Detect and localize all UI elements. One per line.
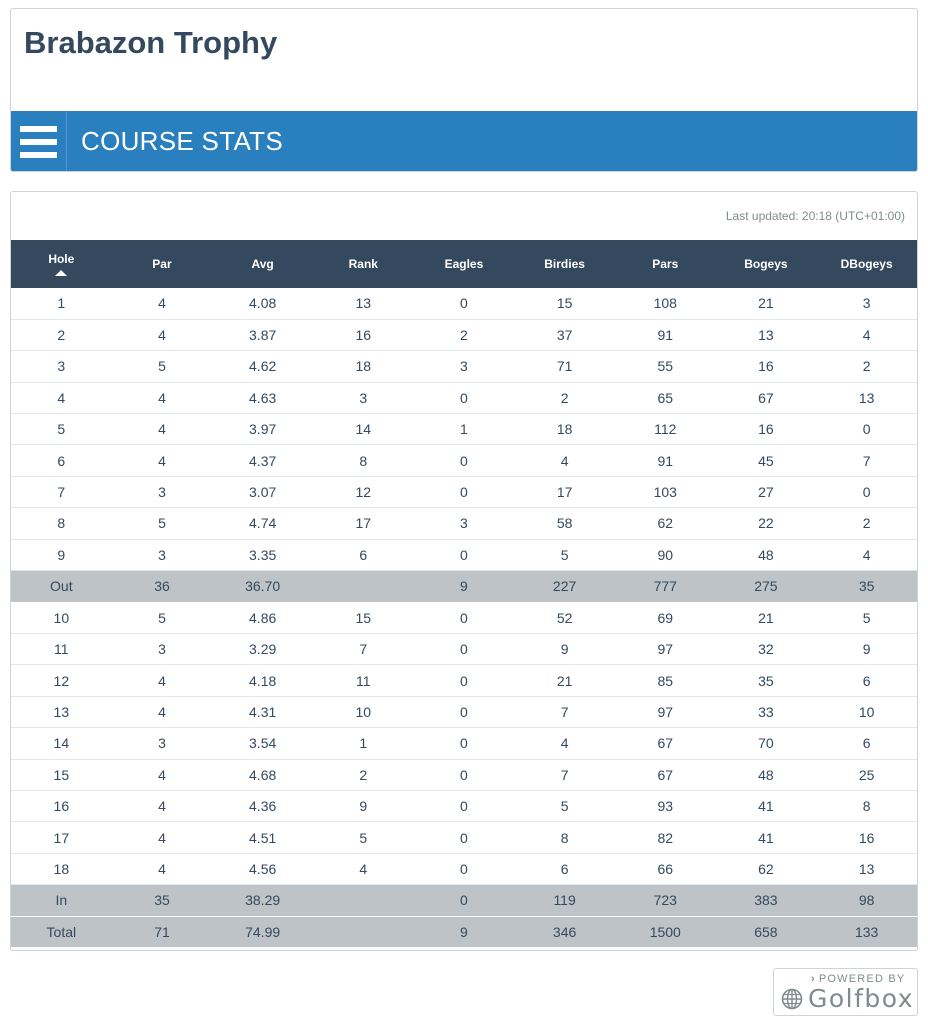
cell-pars: 93: [615, 790, 716, 821]
cell-hole: 14: [11, 728, 112, 759]
cell-pars: 723: [615, 885, 716, 917]
cell-bogeys: 33: [716, 696, 817, 727]
summary-row: [11, 885, 917, 917]
cell-rank: 12: [313, 476, 414, 507]
column-header-rank[interactable]: [313, 240, 414, 288]
column-header-label: Birdies: [544, 257, 585, 271]
cell-eagles: 0: [414, 696, 515, 727]
table-row: [11, 319, 917, 350]
cell-rank: 18: [313, 351, 414, 382]
column-header-birdies[interactable]: [514, 240, 615, 288]
cell-dbogeys: 9: [816, 634, 917, 665]
cell-eagles: 0: [414, 853, 515, 884]
cell-par: 5: [112, 351, 213, 382]
cell-birdies: 37: [514, 319, 615, 350]
cell-dbogeys: 0: [816, 414, 917, 445]
cell-avg: 3.54: [212, 728, 313, 759]
cell-dbogeys: 13: [816, 853, 917, 884]
cell-par: 3: [112, 539, 213, 570]
cell-par: 4: [112, 822, 213, 853]
cell-birdies: 52: [514, 602, 615, 633]
cell-avg: 3.29: [212, 634, 313, 665]
cell-par: 3: [112, 476, 213, 507]
cell-hole: In: [11, 885, 112, 917]
column-header-eagles[interactable]: [414, 240, 515, 288]
cell-bogeys: 275: [716, 571, 817, 603]
table-row: [11, 759, 917, 790]
cell-avg: 4.18: [212, 665, 313, 696]
cell-eagles: 0: [414, 382, 515, 413]
cell-eagles: 0: [414, 445, 515, 476]
summary-row: [11, 916, 917, 948]
cell-birdies: 227: [514, 571, 615, 603]
cell-avg: 4.56: [212, 853, 313, 884]
table-row: [11, 822, 917, 853]
cell-dbogeys: 2: [816, 351, 917, 382]
cell-eagles: 0: [414, 822, 515, 853]
cell-eagles: 0: [414, 288, 515, 319]
cell-pars: 112: [615, 414, 716, 445]
cell-dbogeys: 5: [816, 602, 917, 633]
cell-bogeys: 41: [716, 822, 817, 853]
cell-pars: 97: [615, 696, 716, 727]
cell-rank: 2: [313, 759, 414, 790]
table-header-row: [11, 240, 917, 288]
cell-pars: 1500: [615, 916, 716, 948]
cell-birdies: 6: [514, 853, 615, 884]
column-header-bogeys[interactable]: [716, 240, 817, 288]
cell-birdies: 5: [514, 790, 615, 821]
cell-avg: 3.07: [212, 476, 313, 507]
cell-par: 36: [112, 571, 213, 603]
column-header-label: Avg: [251, 257, 274, 271]
cell-par: 4: [112, 319, 213, 350]
cell-hole: 9: [11, 539, 112, 570]
cell-bogeys: 67: [716, 382, 817, 413]
cell-birdies: 5: [514, 539, 615, 570]
summary-row: [11, 571, 917, 603]
cell-par: 5: [112, 508, 213, 539]
cell-bogeys: 27: [716, 476, 817, 507]
cell-hole: 1: [11, 288, 112, 319]
cell-bogeys: 21: [716, 288, 817, 319]
cell-par: 3: [112, 728, 213, 759]
cell-dbogeys: 6: [816, 728, 917, 759]
cell-avg: 4.62: [212, 351, 313, 382]
cell-hole: Out: [11, 571, 112, 603]
cell-dbogeys: 13: [816, 382, 917, 413]
column-header-dbogeys[interactable]: [816, 240, 917, 288]
cell-hole: 10: [11, 602, 112, 633]
cell-birdies: 17: [514, 476, 615, 507]
cell-birdies: 8: [514, 822, 615, 853]
cell-pars: 66: [615, 853, 716, 884]
cell-hole: 3: [11, 351, 112, 382]
cell-pars: 103: [615, 476, 716, 507]
cell-dbogeys: 8: [816, 790, 917, 821]
cell-hole: 12: [11, 665, 112, 696]
cell-hole: 4: [11, 382, 112, 413]
cell-par: 4: [112, 665, 213, 696]
title-panel: [10, 8, 918, 172]
cell-eagles: 0: [414, 602, 515, 633]
cell-dbogeys: 10: [816, 696, 917, 727]
cell-eagles: 3: [414, 351, 515, 382]
cell-dbogeys: 25: [816, 759, 917, 790]
menu-line: [20, 152, 57, 158]
cell-eagles: 0: [414, 885, 515, 917]
column-header-label: Rank: [348, 257, 378, 271]
cell-bogeys: 41: [716, 790, 817, 821]
table-row: [11, 476, 917, 507]
column-header-label: DBogeys: [840, 257, 893, 271]
sort-ascending-icon: [55, 270, 67, 276]
cell-bogeys: 32: [716, 634, 817, 665]
cell-birdies: 71: [514, 351, 615, 382]
cell-hole: 6: [11, 445, 112, 476]
column-header-avg[interactable]: [212, 240, 313, 288]
cell-rank: [313, 571, 414, 603]
cell-avg: 36.70: [212, 571, 313, 603]
cell-hole: 11: [11, 634, 112, 665]
cell-eagles: 1: [414, 414, 515, 445]
cell-dbogeys: 16: [816, 822, 917, 853]
cell-birdies: 2: [514, 382, 615, 413]
section-bar: [11, 111, 917, 172]
cell-eagles: 3: [414, 508, 515, 539]
cell-par: 5: [112, 602, 213, 633]
cell-bogeys: 48: [716, 539, 817, 570]
cell-dbogeys: 6: [816, 665, 917, 696]
cell-dbogeys: 7: [816, 445, 917, 476]
table-row: [11, 696, 917, 727]
cell-birdies: 15: [514, 288, 615, 319]
cell-bogeys: 45: [716, 445, 817, 476]
cell-avg: 4.68: [212, 759, 313, 790]
cell-avg: 74.99: [212, 916, 313, 948]
cell-rank: 7: [313, 634, 414, 665]
globe-icon: [781, 988, 803, 1010]
table-row: [11, 539, 917, 570]
golfbox-logo-text: Golfbox: [808, 984, 915, 1013]
cell-bogeys: 70: [716, 728, 817, 759]
last-updated: Last updated: 20:18 (UTC+01:00): [725, 209, 905, 223]
table-row: [11, 790, 917, 821]
cell-bogeys: 21: [716, 602, 817, 633]
cell-avg: 4.63: [212, 382, 313, 413]
course-stats-table: [11, 240, 917, 948]
course-stats-panel: [10, 191, 918, 951]
cell-hole: 13: [11, 696, 112, 727]
column-header-label: Eagles: [444, 257, 484, 271]
cell-eagles: 9: [414, 916, 515, 948]
cell-hole: 17: [11, 822, 112, 853]
cell-bogeys: 13: [716, 319, 817, 350]
cell-birdies: 58: [514, 508, 615, 539]
cell-pars: 67: [615, 728, 716, 759]
column-header-hole[interactable]: [11, 240, 112, 288]
column-header-label: Hole: [48, 252, 75, 266]
cell-dbogeys: 0: [816, 476, 917, 507]
cell-par: 4: [112, 790, 213, 821]
cell-hole: 16: [11, 790, 112, 821]
table-row: [11, 602, 917, 633]
cell-avg: 38.29: [212, 885, 313, 917]
cell-par: 4: [112, 853, 213, 884]
cell-rank: 11: [313, 665, 414, 696]
section-title: COURSE STATS: [81, 126, 283, 156]
cell-rank: 9: [313, 790, 414, 821]
cell-hole: 7: [11, 476, 112, 507]
cell-dbogeys: 3: [816, 288, 917, 319]
cell-eagles: 2: [414, 319, 515, 350]
cell-eagles: 0: [414, 634, 515, 665]
cell-bogeys: 16: [716, 414, 817, 445]
cell-eagles: 0: [414, 728, 515, 759]
cell-birdies: 9: [514, 634, 615, 665]
cell-pars: 91: [615, 319, 716, 350]
cell-pars: 82: [615, 822, 716, 853]
cell-avg: 4.51: [212, 822, 313, 853]
cell-birdies: 7: [514, 759, 615, 790]
cell-birdies: 346: [514, 916, 615, 948]
table-body: [11, 288, 917, 948]
table-row: [11, 508, 917, 539]
cell-par: 35: [112, 885, 213, 917]
cell-avg: 4.37: [212, 445, 313, 476]
cell-avg: 3.87: [212, 319, 313, 350]
cell-rank: 5: [313, 822, 414, 853]
cell-rank: 1: [313, 728, 414, 759]
cell-rank: 13: [313, 288, 414, 319]
cell-bogeys: 48: [716, 759, 817, 790]
column-header-label: Pars: [652, 257, 679, 271]
cell-pars: 91: [615, 445, 716, 476]
column-header-pars[interactable]: [615, 240, 716, 288]
cell-par: 71: [112, 916, 213, 948]
cell-avg: 4.31: [212, 696, 313, 727]
cell-pars: 90: [615, 539, 716, 570]
cell-avg: 3.35: [212, 539, 313, 570]
cell-rank: 17: [313, 508, 414, 539]
cell-pars: 85: [615, 665, 716, 696]
menu-line: [20, 139, 57, 145]
cell-par: 4: [112, 445, 213, 476]
cell-hole: 2: [11, 319, 112, 350]
cell-birdies: 7: [514, 696, 615, 727]
cell-avg: 3.97: [212, 414, 313, 445]
cell-bogeys: 383: [716, 885, 817, 917]
cell-avg: 4.08: [212, 288, 313, 319]
cell-bogeys: 35: [716, 665, 817, 696]
cell-par: 4: [112, 382, 213, 413]
powered-by-golfbox[interactable]: [773, 968, 918, 1016]
cell-avg: 4.86: [212, 602, 313, 633]
cell-birdies: 18: [514, 414, 615, 445]
chevron-right-icon: ›: [811, 973, 816, 985]
cell-hole: 15: [11, 759, 112, 790]
cell-par: 4: [112, 288, 213, 319]
column-header-label: Par: [152, 257, 172, 271]
cell-rank: [313, 916, 414, 948]
table-row: [11, 445, 917, 476]
cell-dbogeys: 35: [816, 571, 917, 603]
cell-eagles: 0: [414, 665, 515, 696]
cell-pars: 55: [615, 351, 716, 382]
cell-bogeys: 62: [716, 853, 817, 884]
cell-pars: 69: [615, 602, 716, 633]
cell-rank: 16: [313, 319, 414, 350]
cell-hole: 18: [11, 853, 112, 884]
cell-par: 4: [112, 414, 213, 445]
cell-hole: 8: [11, 508, 112, 539]
cell-pars: 65: [615, 382, 716, 413]
column-header-label: Bogeys: [744, 257, 788, 271]
cell-dbogeys: 98: [816, 885, 917, 917]
table-row: [11, 634, 917, 665]
cell-dbogeys: 4: [816, 319, 917, 350]
cell-birdies: 4: [514, 728, 615, 759]
menu-line: [20, 126, 57, 132]
cell-pars: 62: [615, 508, 716, 539]
powered-by-text: POWERED BY: [818, 973, 906, 985]
cell-rank: 15: [313, 602, 414, 633]
cell-hole: Total: [11, 916, 112, 948]
cell-par: 4: [112, 759, 213, 790]
table-row: [11, 351, 917, 382]
cell-rank: 3: [313, 382, 414, 413]
cell-eagles: 9: [414, 571, 515, 603]
cell-pars: 97: [615, 634, 716, 665]
cell-pars: 777: [615, 571, 716, 603]
cell-avg: 4.74: [212, 508, 313, 539]
cell-birdies: 119: [514, 885, 615, 917]
cell-par: 4: [112, 696, 213, 727]
table-row: [11, 414, 917, 445]
cell-rank: 4: [313, 853, 414, 884]
cell-avg: 4.36: [212, 790, 313, 821]
table-row: [11, 382, 917, 413]
cell-eagles: 0: [414, 539, 515, 570]
cell-eagles: 0: [414, 759, 515, 790]
cell-birdies: 4: [514, 445, 615, 476]
table-row: [11, 288, 917, 319]
cell-birdies: 21: [514, 665, 615, 696]
cell-rank: 6: [313, 539, 414, 570]
table-row: [11, 665, 917, 696]
cell-dbogeys: 133: [816, 916, 917, 948]
hamburger-menu-icon[interactable]: [11, 111, 67, 172]
cell-eagles: 0: [414, 790, 515, 821]
cell-bogeys: 16: [716, 351, 817, 382]
cell-hole: 5: [11, 414, 112, 445]
cell-rank: 8: [313, 445, 414, 476]
cell-rank: 14: [313, 414, 414, 445]
cell-rank: [313, 885, 414, 917]
cell-bogeys: 658: [716, 916, 817, 948]
cell-pars: 67: [615, 759, 716, 790]
column-header-par[interactable]: [112, 240, 213, 288]
cell-bogeys: 22: [716, 508, 817, 539]
table-row: [11, 728, 917, 759]
cell-eagles: 0: [414, 476, 515, 507]
cell-par: 3: [112, 634, 213, 665]
cell-dbogeys: 2: [816, 508, 917, 539]
cell-rank: 10: [313, 696, 414, 727]
table-row: [11, 853, 917, 884]
cell-pars: 108: [615, 288, 716, 319]
cell-dbogeys: 4: [816, 539, 917, 570]
page-title: Brabazon Trophy: [24, 25, 278, 60]
